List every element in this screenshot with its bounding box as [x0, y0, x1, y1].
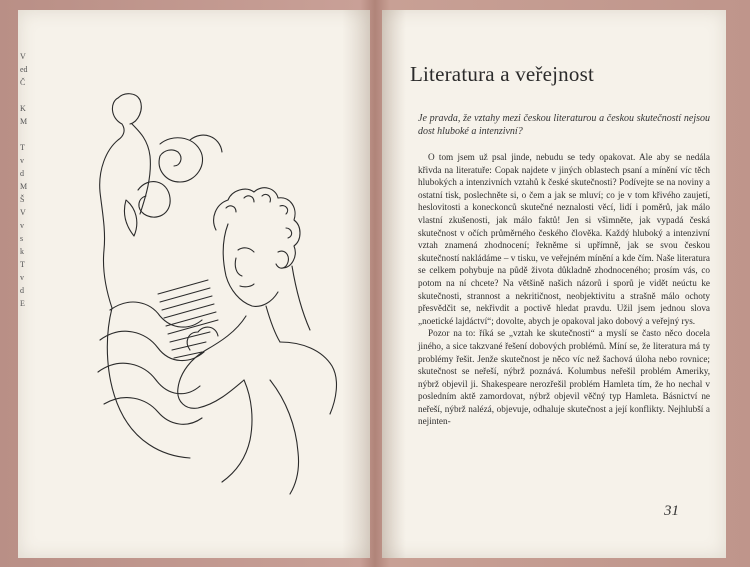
arm-outline — [222, 380, 252, 482]
bleed-letter: s — [20, 234, 24, 243]
statue-head-outline — [118, 94, 141, 124]
hand-outline — [187, 327, 218, 350]
leaf-outline — [124, 200, 136, 236]
hair-curls — [226, 194, 292, 238]
bleed-letter: E — [20, 299, 25, 308]
drapery-lines — [98, 363, 200, 393]
right-gutter-shadow — [382, 10, 406, 558]
bleed-letter — [20, 89, 30, 102]
nose-outline — [235, 258, 242, 276]
ink-illustration — [40, 80, 340, 500]
bleed-letter: v — [20, 221, 24, 230]
bleed-letter: V — [20, 52, 26, 61]
statue-figure-outline — [132, 124, 150, 214]
bleed-letter: d — [20, 169, 24, 178]
rose-outline — [159, 138, 202, 182]
bleed-letter: M — [20, 182, 28, 191]
arm-outline — [178, 316, 246, 408]
paragraph: Pozor na to: říká se „vztah ke skutečnosti“ a myslí se často něco docela jiného, a sice takzvané řešení dobových problémů. Míní se, že literatura má ty problémy řešit. Jenže skutečnost je něco víc než šachová úloha nebo rovnice; skutečnost se neřeší, nýbrž poznává. Kolumbus neřešil problém Ameriky, nýbrž objevil ji. Shakespeare nerozřešil problém Hamleta tím, že ho nechal v posledním aktě zamordovat, nýbrž objevil věčný typ Hamleta. Básnictví ne neřeší, nýbrž nalézá, objevuje, odhaluje skutečnost a její konflikty. Nejhlubší a nejinten- — [418, 328, 710, 427]
bleed-letter: K — [20, 104, 26, 113]
bleed-letter: v — [20, 156, 24, 165]
ear-outline — [276, 251, 288, 268]
statue-figure-outline — [100, 98, 124, 308]
bleed-letter: Č — [20, 78, 26, 87]
mouth-outline — [240, 284, 254, 287]
left-gutter-shadow — [342, 10, 370, 558]
bleed-letter: V — [20, 208, 26, 217]
hatching — [158, 280, 218, 334]
chapter-intro-question: Je pravda, že vztahy mezi českou literaturou a českou skutečností nejsou dost hluboké a intenzivní? — [418, 113, 710, 137]
bleed-through-letters — [20, 50, 30, 310]
bleed-letter: T — [20, 143, 25, 152]
bleed-letter: v — [20, 273, 24, 282]
bleed-letter: d — [20, 286, 24, 295]
chapter-title: Literatura a veřejnost — [410, 62, 594, 86]
bleed-letter: M — [20, 117, 28, 126]
face-outline — [223, 224, 278, 306]
bleed-letter: k — [20, 247, 24, 256]
shoulder-outline — [280, 342, 336, 414]
drapery-lines — [104, 398, 202, 425]
bleed-letter — [20, 128, 30, 141]
drapery-lines — [110, 302, 202, 327]
bleed-letter: ed — [20, 65, 28, 74]
body-contour — [270, 380, 299, 494]
body-contour — [107, 308, 190, 458]
paragraph: O tom jsem už psal jinde, nebudu se tedy opakovat. Ale aby se nedála křivda na literatuře: Copak najdete v jiných oblastech psaní a mínění víc těch hlubokých a intenzivních vztahů k české skutečnosti? Podívejte se na noviny a ostatní tisk, poslechněte si, o čem a jak se mluví; co je v tom křivého zaujetí, heslovitosti a koneckonců skutečné neznalosti věcí, lidí i poměrů, jak málo vlastní zkušenosti, jak málo faktů! Jen si všimněte, jak vypadá česká skutečnost v očích průměrného českého člověka. Každý hluboký a intenzivní vztah znamená zhodnocení; řekněme si upřímně, jak se svou českou skutečností nakládáme – v tisku, ve veřejném mínění a kde čím. Naše literatura se celkem pohybuje na půdě života důkladně zhodnoceného; prosím vás, co potom na ní chcete? Na většině našich názorů i sporů je vidět neúctu ke skutečnosti, strannost a nekritičnost, neobjektivitu a strašně málo ochoty přesvědčit se, nekřivdit a poctivě hledat pravdu. Užil jsem jednou slova „noetické lajdáctví“; dovolte, abych je opakoval jako dobový a veřejný rys. — [418, 152, 710, 326]
bleed-letter: Š — [20, 195, 25, 204]
neck-outline — [266, 266, 310, 342]
rose-outline — [138, 182, 170, 218]
body-text — [418, 151, 710, 428]
eye-outline — [238, 248, 254, 252]
page-number: 31 — [664, 503, 679, 519]
bleed-letter: T — [20, 260, 25, 269]
hatching — [170, 332, 210, 358]
